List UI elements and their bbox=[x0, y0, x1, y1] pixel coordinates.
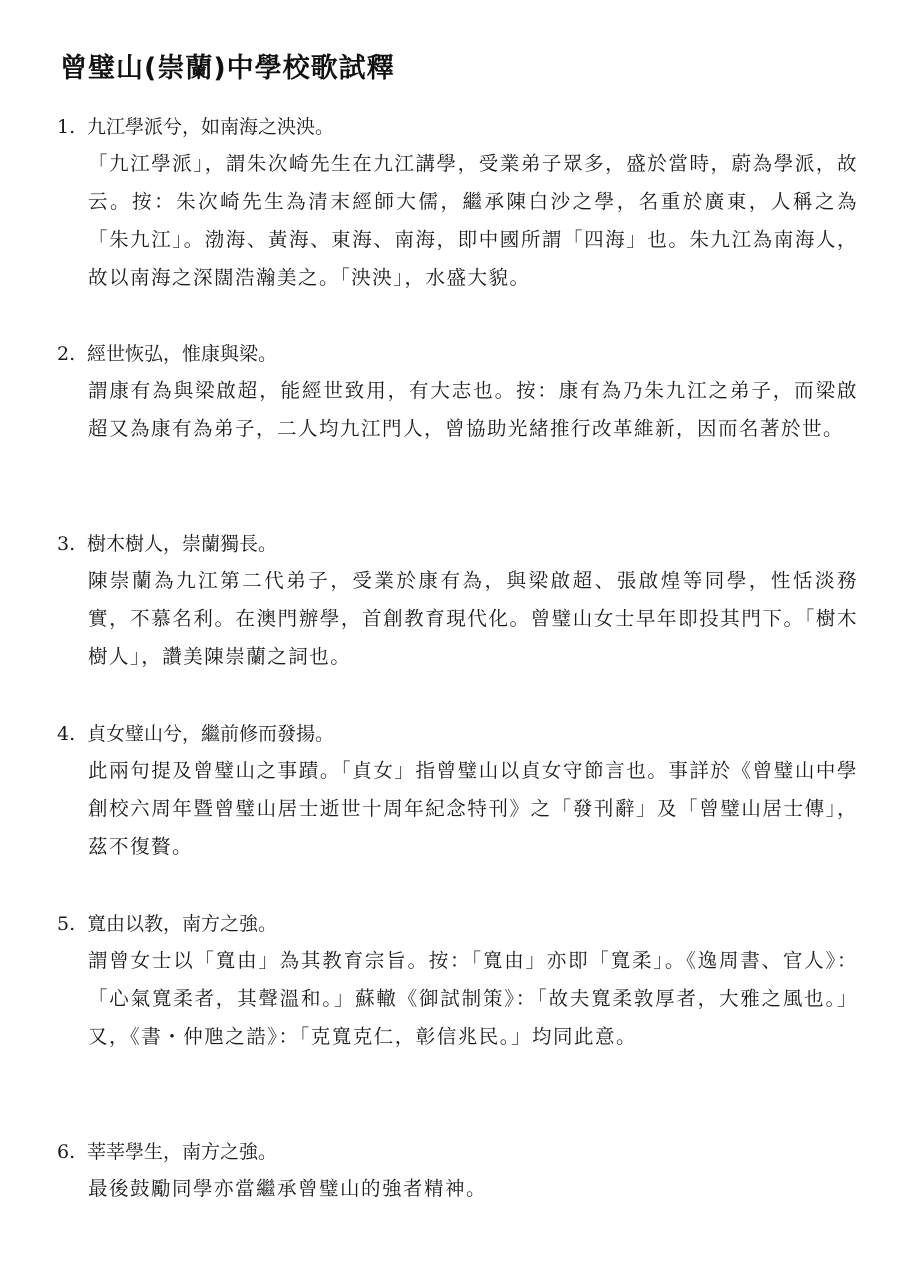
section-heading bbox=[57, 721, 867, 747]
section-3 bbox=[57, 531, 867, 676]
section-4 bbox=[57, 721, 867, 866]
section-body: 陳崇蘭為九江第二代弟子，受業於康有為，與梁啟超、張啟煌等同學，性恬淡務實，不慕名利。在澳門辦學，首創教育現代化。曾璧山女士早年即投其門下。「樹木樹人」，讚美陳崇蘭之詞也。 bbox=[88, 569, 858, 668]
section-heading-text: 莘莘學生，南方之強。 bbox=[87, 1141, 278, 1163]
section-heading-text: 樹木樹人，崇蘭獨長。 bbox=[87, 533, 278, 555]
section-heading bbox=[57, 531, 867, 557]
section-heading-text: 貞女璧山兮，繼前修而發揚。 bbox=[87, 723, 335, 745]
section-heading-text: 寬由以教，南方之強。 bbox=[87, 913, 278, 935]
section-heading bbox=[57, 1139, 867, 1165]
section-6 bbox=[57, 1139, 867, 1208]
section-body: 謂康有為與梁啟超，能經世致用，有大志也。按：康有為乃朱九江之弟子，而梁啟超又為康有為弟子，二人均九江門人，曾協助光緒推行改革維新，因而名著於世。 bbox=[88, 379, 858, 440]
section-2 bbox=[57, 341, 867, 448]
section-body: 最後鼓勵同學亦當繼承曾璧山的強者精神。 bbox=[88, 1177, 488, 1200]
section-heading-text: 經世恢弘，惟康與梁。 bbox=[87, 343, 278, 365]
section-number: 6. bbox=[57, 1141, 76, 1163]
section-heading bbox=[57, 341, 867, 367]
section-heading bbox=[57, 114, 867, 140]
section-heading bbox=[57, 911, 867, 937]
section-body: 此兩句提及曾璧山之事蹟。「貞女」指曾璧山以貞女守節言也。事詳於《曾璧山中學創校六周年暨曾璧山居士逝世十周年紀念特刊》之「發刊辭」及「曾璧山居士傳」，茲不復贅。 bbox=[88, 759, 858, 858]
section-body: 謂曾女士以「寬由」為其教育宗旨。按：「寬由」亦即「寬柔」。《逸周書、官人》：「心氣寬柔者，其聲溫和。」蘇轍《御試制策》：「故夫寬柔敦厚者，大雅之風也。」又，《書・仲虺之誥》：「克寬克仁，彰信兆民。」均同此意。 bbox=[88, 949, 858, 1048]
section-number: 2. bbox=[57, 343, 76, 365]
section-number: 4. bbox=[57, 723, 76, 745]
section-number: 3. bbox=[57, 533, 76, 555]
document-title: 曾璧山(崇蘭)中學校歌試釋 bbox=[60, 53, 395, 84]
section-1 bbox=[57, 114, 867, 297]
section-5 bbox=[57, 911, 867, 1056]
section-body: 「九江學派」，謂朱次崎先生在九江講學，受業弟子眾多，盛於當時，蔚為學派，故云。按：朱次崎先生為清末經師大儒，繼承陳白沙之學，名重於廣東，人稱之為「朱九江」。渤海、黃海、東海、南海，即中國所謂「四海」也。朱九江為南海人，故以南海之深闊浩瀚美之。「泱泱」，水盛大貌。 bbox=[88, 152, 858, 289]
section-number: 5. bbox=[57, 913, 76, 935]
section-heading-text: 九江學派兮，如南海之泱泱。 bbox=[87, 116, 335, 138]
section-number: 1. bbox=[57, 116, 76, 138]
